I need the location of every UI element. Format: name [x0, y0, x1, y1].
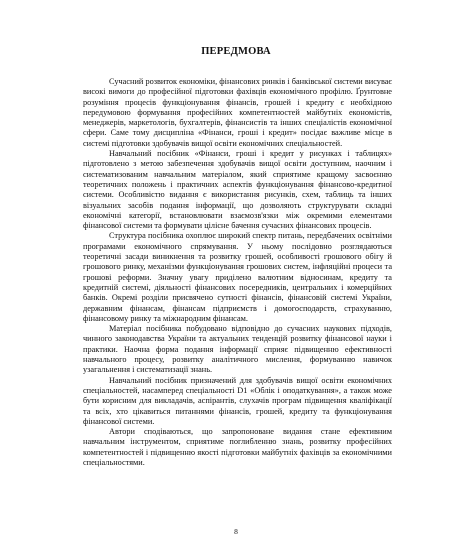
paragraph-3: Структура посібника охоплює широкий спектр питань, передбачених освітніми програмами економічного спрямування. У ньому послідовно розглядаються теоретичні засади виникнення та розвитку грошей, особливості грошового обігу й грошового ринку, механізми функціонування грошових систем, інфляційні процеси та грошові реформи. Значну увагу приділено валютним відносинам, кредиту та кредитній системі, діяльності фінансових посередників, центральних і комерційних банків. Окремі розділи присвячено сутності фінансів, фінансовій системі України, державним фінансам, фінансам підприємств і домогосподарств, страхуванню, фінансовому ринку та міжнародним фінансам. [83, 231, 392, 323]
page-title: ПЕРЕДМОВА [201, 46, 271, 57]
paragraph-5: Навчальний посібник призначений для здобувачів вищої освіти економічних спеціальностей, насамперед спеціальності D1 «Облік і оподаткування», а також може бути корисним для викладачів, аспірантів, слухачів програм підвищення кваліфікації та всіх, хто цікавиться питаннями фінансів, грошей, кредиту та функціонування фінансової системи. [83, 375, 392, 426]
paragraph-1: Сучасний розвиток економіки, фінансових ринків і банківської системи висуває високі вимоги до професійної підготовки фахівців економічного профілю. Ґрунтовне розуміння процесів функціонування фінансів, грошей і кредиту є необхідною передумовою формування професійних компетентностей майбутніх економістів, менеджерів, маркетологів, бухгалтерів, фінансистів та інших спеціалістів економічної сфери. Саме тому дисципліна «Фінанси, гроші і кредит» посідає важливе місце в системі підготовки здобувачів вищої освіти економічних спеціальностей. [83, 77, 392, 148]
paragraph-4: Матеріал посібника побудовано відповідно до сучасних наукових підходів, чинного законодавства України та актуальних тенденцій розвитку фінансової науки і практики. Наочна форма подання інформації сприяє підвищенню ефективності навчального процесу, розвитку аналітичного мислення, формуванню навичок узагальнення і систематизації знань. [83, 324, 392, 375]
body-text [83, 77, 392, 468]
paragraph-6: Автори сподіваються, що запропоноване видання стане ефективним навчальним інструментом, сприятиме поглибленню знань, розвитку професійних компетентностей і підвищенню якості підготовки майбутніх фахівців за економічними спеціальностями. [83, 427, 392, 467]
page-number: 8 [234, 527, 238, 536]
paragraph-2: Навчальний посібник «Фінанси, гроші і кредит у рисунках і таблицях» підготовлено з метою забезпечення здобувачів вищої освіти доступним, наочним і систематизованим навчальним матеріалом, який сприятиме кращому засвоєнню теоретичних положень і практичних аспектів функціонування фінансово-кредитної системи. Особливістю видання є використання рисунків, схем, таблиць та інших візуальних засобів подання інформації, що дозволяють структурувати складні економічні категорії, встановлювати взаємозв'язки між окремими елементами фінансової системи та формувати цілісне бачення сучасних фінансових процесів. [83, 149, 392, 231]
